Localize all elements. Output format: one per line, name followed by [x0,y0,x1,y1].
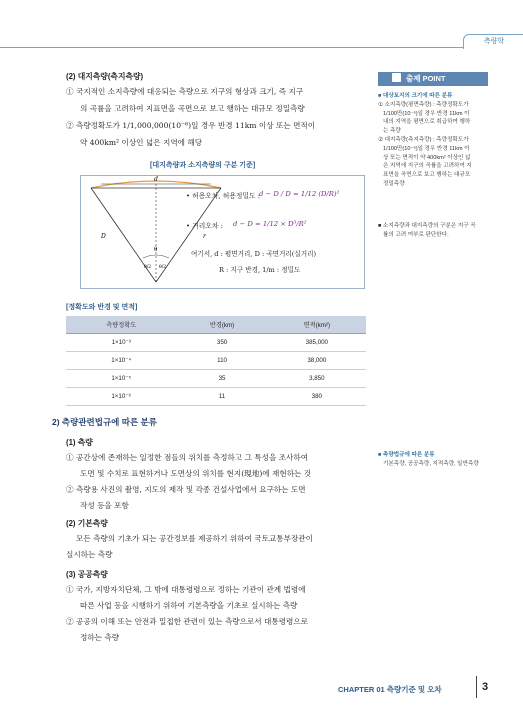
table-cell: 110 [176,352,267,370]
tolerance-formula: d − D / D = 1/12 (D/R)² [259,190,340,198]
header-rule [0,47,523,48]
side-note-line: 은 지역에 지구의 곡률을 고려하여 지 [383,163,472,170]
table-cell: 385,000 [268,334,366,352]
table-cell: 380 [268,388,366,406]
table-row [66,352,366,370]
side-note-line: 표면을 곡면으로 보고 행하는 대규모 [383,172,471,179]
side-note-criterion [378,222,490,240]
paragraph-line: 의 곡률을 고려하여 지표면을 곡면으로 보고 행하는 대규모 정밀측량 [80,104,305,113]
label-D: D [101,233,106,240]
paragraph-line: 정하는 측량 [80,633,120,642]
table-cell: 1×10⁻⁵ [66,370,176,388]
side-note-line: 상 또는 면적이 약 400km² 이상인 넓 [383,154,471,161]
section-tab: 측량학 [463,34,523,49]
section-title-law: 2) 측량관련법규에 따른 분류 [52,417,157,427]
figure-caption: [대지측량과 소지측량의 구분 기준] [150,162,256,169]
footer-divider [476,676,477,698]
figure-legend: 여기서, d : 평면거리, D : 곡면거리(실거리) [191,250,317,258]
subsection-title: (1) 측량 [66,438,93,447]
section-title-geodetic: (2) 대지측량(측지측량) [66,72,144,81]
page-number: 3 [482,681,489,693]
table-cell: 11 [176,388,267,406]
table-cell: 1×10⁻³ [66,334,176,352]
side-note-line: 정밀측량 [383,180,405,187]
paragraph-line: 실시하는 측량 [66,550,113,559]
paragraph-line: 약 400km² 이상인 넓은 지역에 해당 [80,138,203,147]
table-cell: 1×10⁻⁶ [66,388,176,406]
point-header [378,72,488,86]
table-cell: 350 [176,334,267,352]
side-note-line: 기본측량, 공공측량, 지적측량, 일반측량 [383,460,479,467]
figure-box [80,175,365,289]
paragraph-line: ② 측량정확도가 1/1,000,000(10⁻⁶)일 경우 반경 11km 이상 또는 면적이 [66,121,316,130]
paragraph-line: 도면 및 수치로 표현하거나 도면상의 위치를 현지(現地)에 재현하는 것 [80,469,312,478]
column-header: 측량정확도 [66,316,176,334]
table-caption: [정확도와 반경 및 면적] [66,304,138,311]
distance-error-label: • 거리오차 : [186,222,223,230]
table-cell: 38,000 [268,352,366,370]
table-cell: 3,850 [268,370,366,388]
tolerance-label: • 허용오차, 허용정밀도 : [186,192,261,200]
side-note-line: 내의 지역을 평면으로 취급하여 행하 [383,119,471,126]
paragraph-line: ① 국가, 지방자치단체, 그 밖에 대통령령으로 정하는 기관이 관계 법령에 [66,585,306,594]
chapter-footer: CHAPTER 01 측량기준 및 오차 [338,685,442,694]
label-half-theta-left: θ/2 [144,265,152,270]
paragraph-line: ② 측량용 사진의 촬영, 지도의 제작 및 각종 건설사업에서 요구하는 도면 [66,485,306,494]
label-d: d [154,176,158,183]
label-r: r [203,233,206,240]
column-header: 반경(km) [176,316,267,334]
table-row [66,388,366,406]
side-note-title: ■ 대상토지의 크기에 따른 분류 [378,93,453,99]
side-note-line: 1/100만(10⁻⁶)일 경우 반경 11km 이 [383,145,470,152]
side-note-classification [378,92,490,189]
side-note-line: ① 소지측량(평면측량) : 측량정확도가 [378,101,469,108]
book-icon [392,73,401,82]
side-note-line: 률의 고려 여부로 판단한다. [383,231,449,238]
side-note-line: ② 대지측량(측지측량) : 측량정확도가 [378,136,469,143]
side-note-title: ■ 측량법규에 따른 분류 [378,452,435,458]
subsection-title: (2) 기본측량 [66,519,108,528]
table-cell: 1×10⁻⁴ [66,352,176,370]
side-note-line: 는 측량 [383,128,401,135]
side-note-line: 1/100만(10⁻⁶)일 경우 반경 11km 이 [383,110,470,117]
table-row [66,334,366,352]
side-note-law [378,451,490,469]
accuracy-table [66,316,366,406]
column-header: 면적(km²) [268,316,366,334]
distance-error-formula: d − D = 1/12 × D³/R² [233,220,307,228]
point-title: 출제 POINT [406,74,446,83]
subsection-title: (3) 공공측량 [66,570,108,579]
paragraph-line: ① 국지적인 소지측량에 대응되는 측량으로 지구의 형상과 크기, 즉 지구 [66,87,304,96]
paragraph-line: 작성 등을 포함 [80,501,129,510]
label-half-theta-right: θ/2 [159,265,167,270]
paragraph-line: ① 공간상에 존재하는 일정한 점들의 위치를 측정하고 그 특성을 조사하여 [66,453,309,462]
paragraph-line: 따른 사업 등을 시행하기 위하여 기본측량을 기초로 실시하는 측량 [80,601,298,610]
paragraph-line: ② 공공의 이해 또는 안전과 밀접한 관련이 있는 측량으로서 대통령령으로 [66,617,309,626]
table-row [66,370,366,388]
table-cell: 35 [176,370,267,388]
paragraph-line: 모든 측량의 기초가 되는 공간정보를 제공하기 위하여 국토교통부장관이 [76,534,313,543]
label-theta: θ [154,247,158,253]
table-header-row [66,316,366,334]
side-note-line: ■ 소지측량과 대지측량의 구분은 지구 곡 [378,223,476,229]
figure-legend: R : 지구 반경, 1/m : 정밀도 [219,266,301,274]
